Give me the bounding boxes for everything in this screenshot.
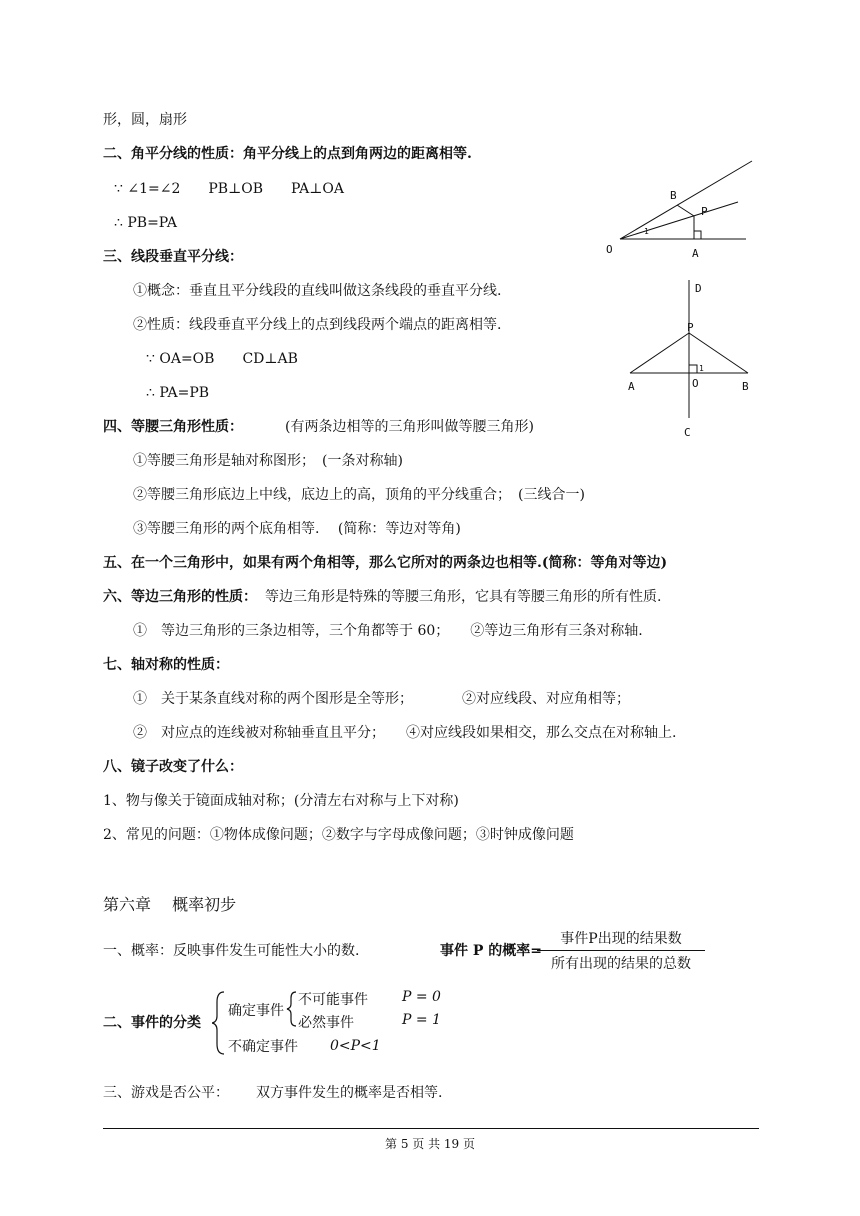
label-p: P (701, 205, 708, 218)
text-line: 一、概率：反映事件发生可能性大小的数. (103, 943, 360, 959)
section-heading-isosceles: 四、等腰三角形性质： (103, 419, 243, 435)
text-line: 双方事件发生的概率是否相等. (256, 1085, 443, 1101)
text-line: (有两条边相等的三角形叫做等腰三角形) (285, 419, 534, 435)
right-angle-mark (694, 231, 701, 239)
sure-event-label: 必然事件 (298, 1015, 354, 1031)
label-a: A (628, 380, 635, 393)
probability-one: P = 1 (402, 1012, 441, 1028)
segment-pb (677, 205, 694, 216)
text-line: 1、物与像关于镜面成轴对称；(分清左右对称与上下对称) (103, 793, 459, 809)
label-p: P (687, 321, 694, 334)
text-line: ① 关于某条直线对称的两个图形是全等形； ②对应线段、对应角相等； (133, 691, 630, 707)
text-line: ② 对应点的连线被对称轴垂直且平分； ④对应线段如果相交，那么交点在对称轴上. (133, 725, 677, 741)
text-line: 2、常见的问题：①物体成像问题；②数字与字母成像问题；③时钟成像问题 (103, 827, 574, 843)
page-number: 第 5 页 共 19 页 (385, 1137, 475, 1151)
angle-bisector-diagram (600, 155, 760, 265)
event-classification-label: 二、事件的分类 (103, 1015, 201, 1031)
label-b: B (742, 380, 749, 393)
bisector-ray (620, 202, 738, 239)
section-heading-equilateral: 六、等边三角形的性质： (103, 589, 257, 605)
ray-ob (620, 161, 752, 239)
certain-events-label: 确定事件 (228, 1003, 284, 1019)
section-heading-equal-angles: 五、在一个三角形中，如果有两个角相等，那么它所对的两条边也相等.(简称：等角对等边) (103, 555, 668, 571)
label-a: A (692, 247, 699, 260)
fraction-numerator: 事件P出现的结果数 (537, 928, 705, 951)
footer-rule (103, 1128, 759, 1129)
right-angle-mark (689, 365, 697, 373)
probability-between: 0<P<1 (330, 1038, 381, 1054)
segment-pb (689, 333, 748, 373)
label-angle-1: 1 (699, 364, 704, 373)
label-b: B (670, 189, 677, 202)
text-line: ②性质：线段垂直平分线上的点到线段两个端点的距离相等. (133, 317, 502, 333)
text-line: ∵ OA=OB CD⊥AB (146, 351, 298, 367)
text-line: 形，圆，扇形 (103, 112, 187, 128)
probability-fraction (537, 928, 705, 973)
text-line: ①概念：垂直且平分线段的直线叫做这条线段的垂直平分线. (133, 283, 502, 299)
section-heading-perpendicular-bisector: 三、线段垂直平分线： (103, 249, 243, 265)
text-line: ①等腰三角形是轴对称图形； (一条对称轴) (133, 453, 403, 469)
section-heading-angle-bisector: 二、角平分线的性质：角平分线上的点到角两边的距离相等. (103, 146, 472, 162)
section-heading-axial-symmetry: 七、轴对称的性质： (103, 657, 229, 673)
text-line: ∴ PA=PB (146, 385, 210, 401)
segment-pa (630, 333, 689, 373)
text-line: 三、游戏是否公平： (103, 1085, 229, 1101)
text-line: ③等腰三角形的两个底角相等. (简称：等边对等角) (133, 521, 461, 537)
label-d: D (695, 282, 702, 295)
chapter-title: 第六章 概率初步 (103, 895, 237, 914)
label-angle-1: 1 (644, 227, 649, 236)
fraction-denominator: 所有出现的结果的总数 (551, 956, 691, 972)
probability-zero: P = 0 (402, 989, 441, 1005)
probability-formula-label: 事件 P 的概率= (440, 943, 543, 959)
text-line: ① 等边三角形的三条边相等，三个角都等于 60； ②等边三角形有三条对称轴. (133, 623, 643, 639)
text-line: ②等腰三角形底边上中线，底边上的高，顶角的平分线重合； (三线合一) (133, 487, 585, 503)
impossible-event-label: 不可能事件 (298, 992, 368, 1008)
text-line: ∵ ∠1=∠2 PB⊥OB PA⊥OA (114, 181, 345, 197)
text-line: ∴ PB=PA (114, 215, 178, 231)
perpendicular-bisector-diagram (620, 275, 760, 445)
text-line: 等边三角形是特殊的等腰三角形，它具有等腰三角形的所有性质. (265, 589, 662, 605)
uncertain-event-label: 不确定事件 (228, 1039, 298, 1055)
label-c: C (684, 426, 691, 439)
section-heading-mirror: 八、镜子改变了什么： (103, 759, 243, 775)
label-o: O (606, 243, 613, 256)
label-o: O (692, 377, 699, 390)
